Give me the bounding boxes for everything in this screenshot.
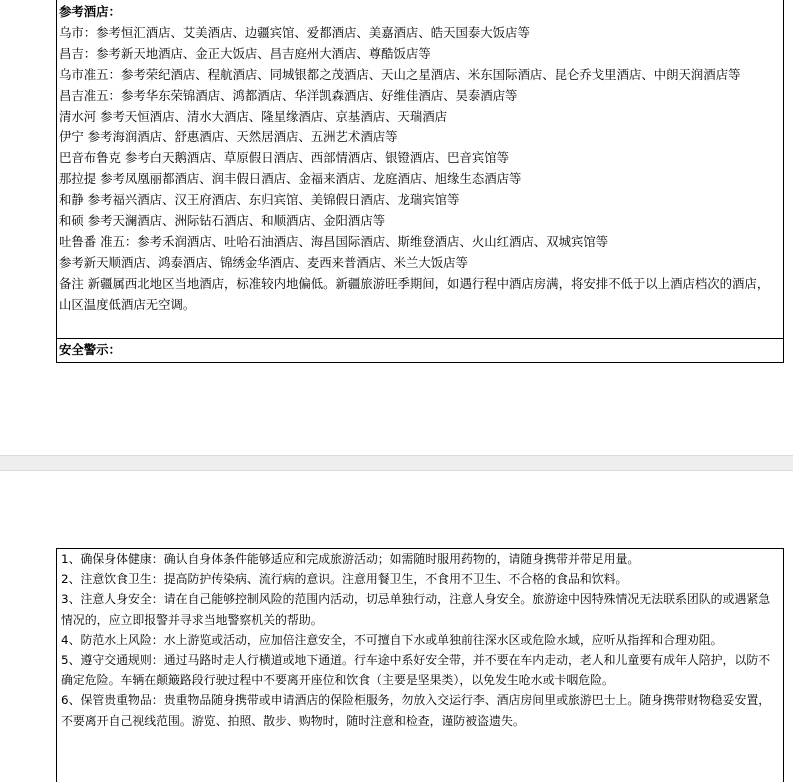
hotel-reference-cell bbox=[57, 0, 783, 339]
hotel-line: 巴音布鲁克 参考白天鹅酒店、草原假日酒店、西部情酒店、银镫酒店、巴音宾馆等 bbox=[59, 150, 510, 166]
safety-header: 安全警示： bbox=[59, 342, 121, 357]
hotel-line: 参考新天顺酒店、鸿泰酒店、锦绣金华酒店、麦西来普酒店、米兰大饭店等 bbox=[59, 254, 468, 270]
safety-item: 6、保管贵重物品：贵重物品随身携带或申请酒店的保险柜服务，勿放入交运行李、酒店房间里或旅游巴士上。随身携带财物稳妥安置，不要离开自己视线范围。游览、拍照、散步、购物时，随时注意和检查，谨防被盗遗失。 bbox=[61, 693, 771, 728]
safety-item: 5、遵守交通规则：通过马路时走人行横道或地下通道。行车途中系好安全带，并不要在车内走动，老人和儿童要有成年人陪护，以防不确定危险。车辆在颠簸路段行驶过程中不要离开座位和饮食（主要是坚果类），以免发生呛水或卡咽危险。 bbox=[61, 653, 771, 688]
hotel-line: 吐鲁番 准五：参考禾润酒店、吐哈石油酒店、海昌国际酒店、斯维登酒店、火山红酒店、双城宾馆等 bbox=[59, 233, 609, 249]
hotel-header: 参考酒店： bbox=[59, 4, 121, 19]
hotel-table bbox=[56, 0, 784, 363]
safety-item: 3、注意人身安全：请在自己能够控制风险的范围内活动，切忌单独行动，注意人身安全。旅游途中因特殊情况无法联系团队的或遇紧急情况的，应立即报警并寻求当地警察机关的帮助。 bbox=[61, 592, 771, 627]
document-page-2 bbox=[0, 471, 793, 782]
hotel-line: 昌吉准五：参考华东荣锦酒店、鸿都酒店、华洋凯森酒店、好维佳酒店、昊泰酒店等 bbox=[59, 87, 518, 103]
page-gap bbox=[0, 455, 793, 471]
safety-item: 1、确保身体健康：确认自身体条件能够适应和完成旅游活动；如需随时服用药物的，请随身携带并带足用量。 bbox=[61, 552, 640, 566]
hotel-line: 昌吉：参考新天地酒店、金正大饭店、昌吉庭州大酒店、尊酷饭店等 bbox=[59, 45, 431, 61]
safety-list bbox=[56, 548, 784, 782]
hotel-line: 乌市准五：参考荣纪酒店、程航酒店、同城银都之茂酒店、天山之星酒店、米东国际酒店、昆仑乔戈里酒店、中朗天润酒店等 bbox=[59, 66, 741, 82]
hotel-line: 那拉提 参考凤凰丽都酒店、润丰假日酒店、金福来酒店、龙庭酒店、旭缘生态酒店等 bbox=[59, 171, 522, 187]
safety-item: 4、防范水上风险：水上游览或活动，应加倍注意安全，不可擅自下水或单独前往深水区或危险水域，应听从指挥和合理劝阻。 bbox=[61, 632, 723, 647]
safety-item: 2、注意饮食卫生：提高防护传染病、流行病的意识。注意用餐卫生，不食用不卫生、不合格的食品和饮料。 bbox=[61, 572, 628, 587]
hotel-line: 伊宁 参考海润酒店、舒惠酒店、天然居酒店、五洲艺术酒店等 bbox=[59, 129, 398, 145]
hotel-line: 和硕 参考天澜酒店、洲际钻石酒店、和顺酒店、金阳酒店等 bbox=[59, 213, 386, 229]
hotel-line: 和静 参考福兴酒店、汉王府酒店、东归宾馆、美锦假日酒店、龙瑞宾馆等 bbox=[59, 192, 460, 208]
hotel-note: 备注 新疆属西北地区当地酒店，标准较内地偏低。新疆旅游旺季期间，如遇行程中酒店房满，将安排不低于以上酒店档次的酒店，山区温度低酒店无空调。 bbox=[59, 275, 770, 312]
hotel-line: 清水河 参考天恒酒店、清水大酒店、隆星缘酒店、京基酒店、天瑞酒店 bbox=[59, 108, 448, 124]
hotel-line: 乌市：参考恒汇酒店、艾美酒店、边疆宾馆、爱都酒店、美嘉酒店、皓天国泰大饭店等 bbox=[59, 24, 530, 40]
